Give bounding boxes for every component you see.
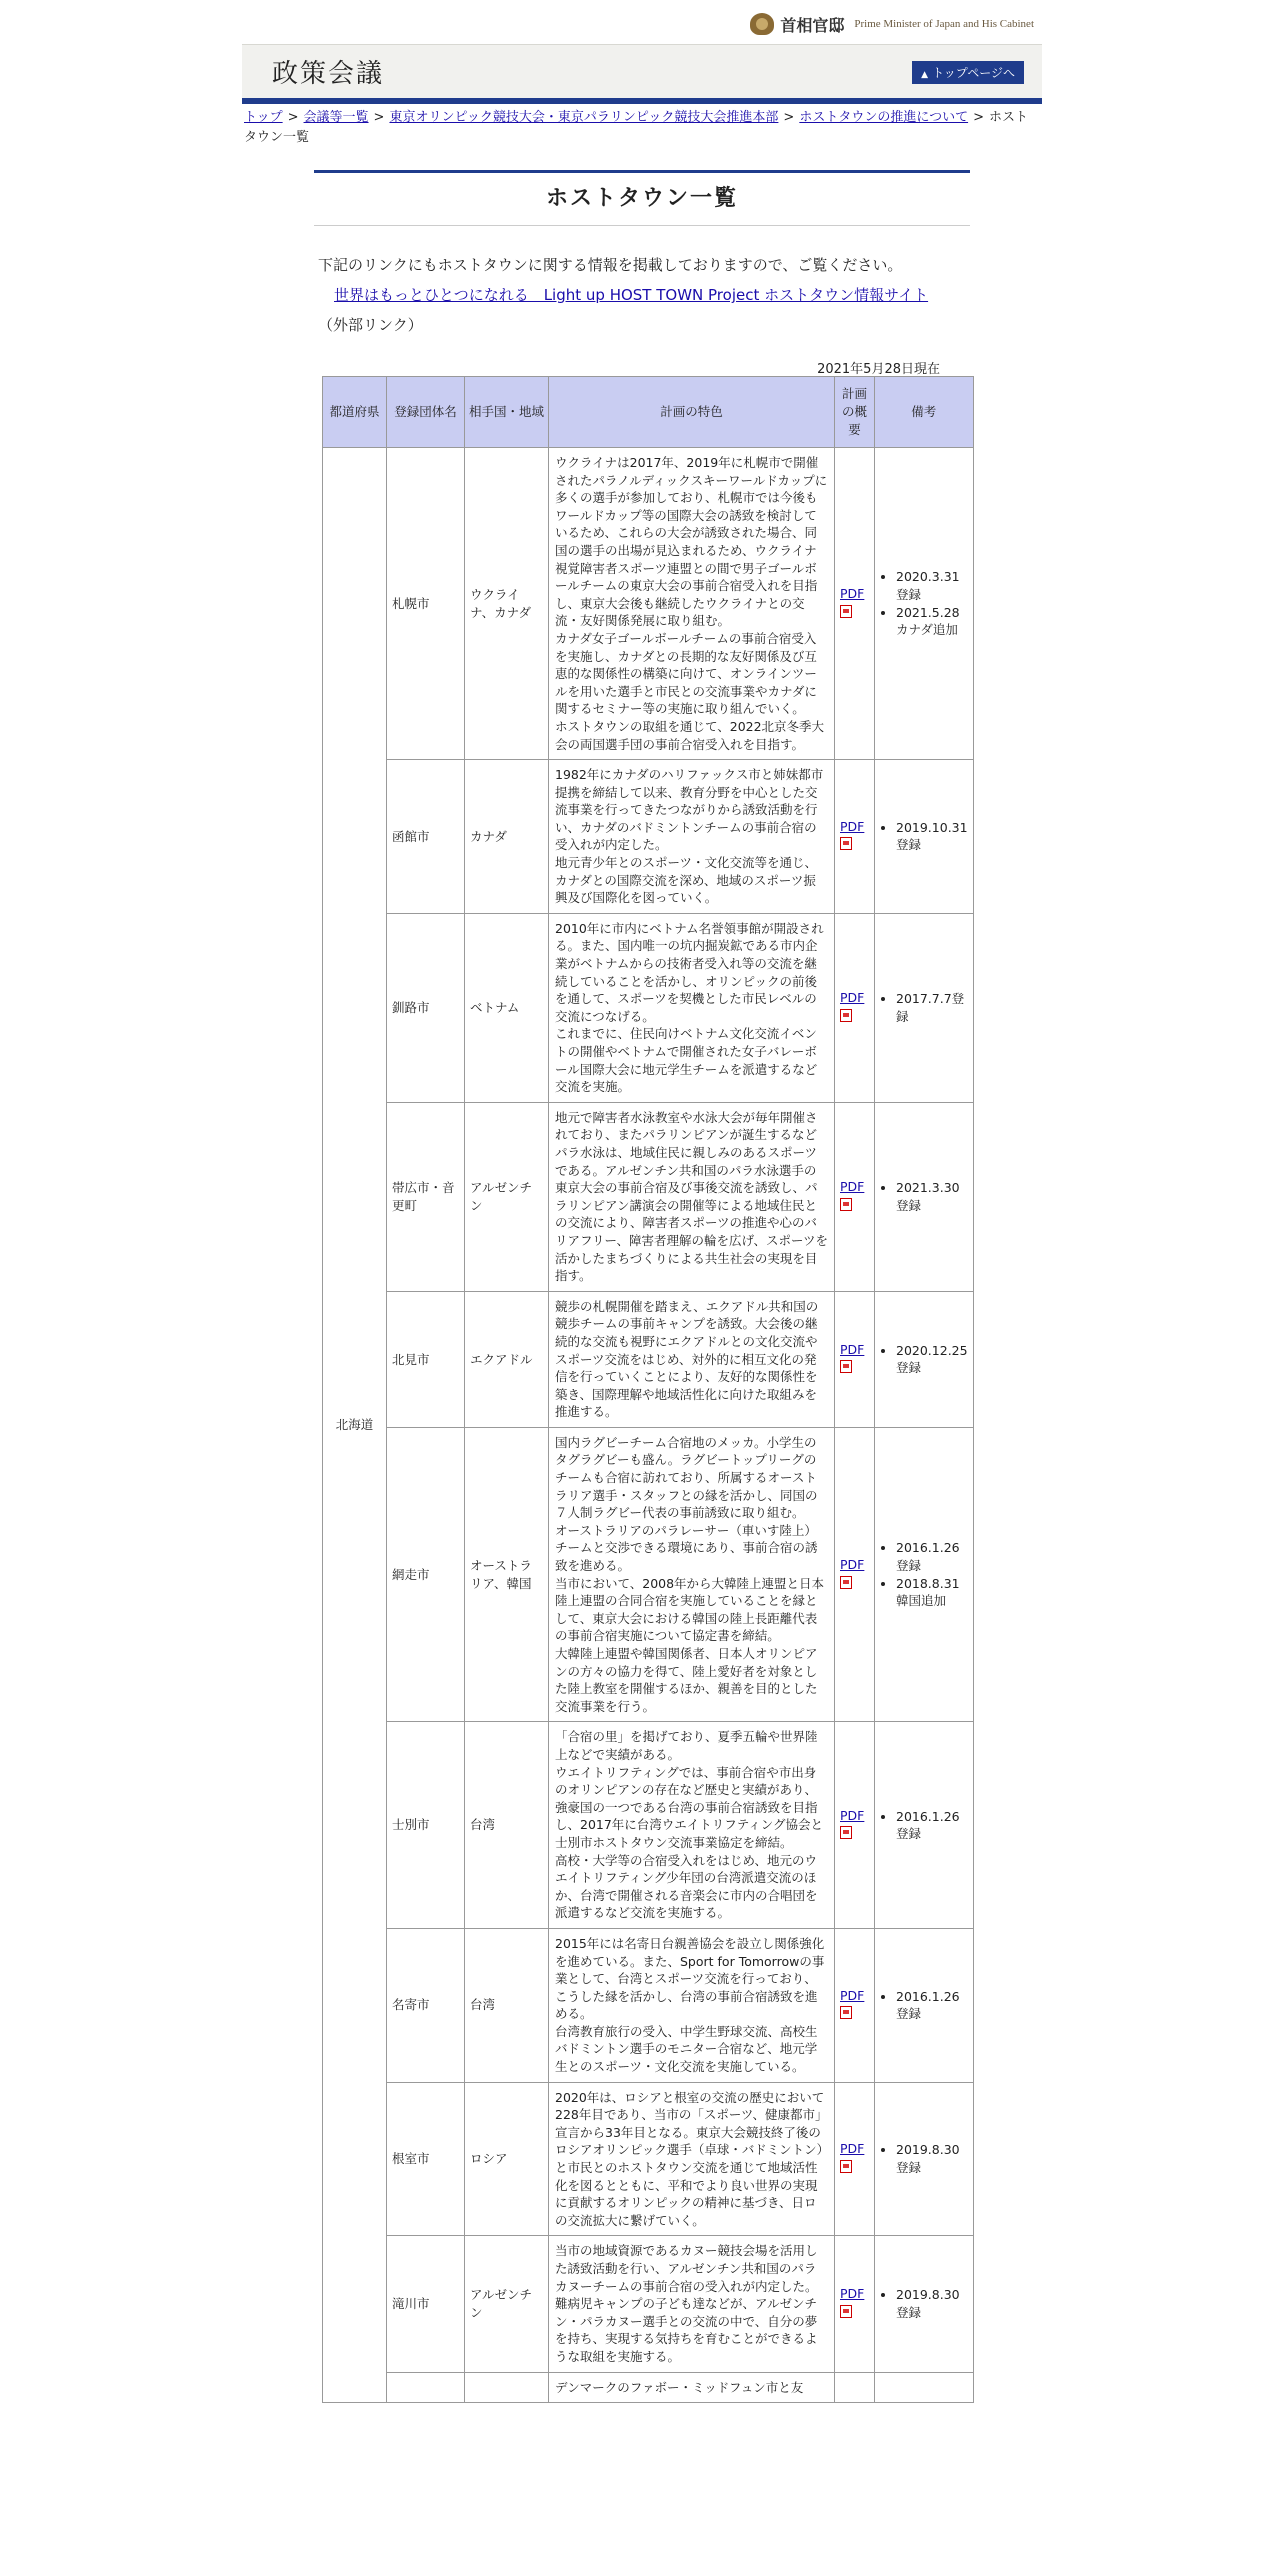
note-item: • 2019.10.31登録	[896, 819, 968, 854]
note-item: • 2020.3.31登録	[896, 568, 968, 603]
header-prefecture: 都道府県	[323, 377, 387, 448]
note-item: • 2016.1.26登録	[896, 1988, 968, 2023]
features-cell	[549, 448, 835, 760]
pdf-icon	[840, 1826, 852, 1839]
partner-cell: アルゼンチン	[465, 2236, 549, 2372]
features-text: 2015年には名寄日台親善協会を設立し関係強化を進めている。また、Sport for Tomorrowの事業として、台湾とスポーツ交流を行っており、こうした縁を活かし、台湾の事前合宿誘致を進める。 台湾教育旅行の受入、中学生野球交流、高校生バドミントン選手のモニター合宿など、地元学生とのスポーツ・文化交流を実施している。	[555, 1935, 825, 2075]
organization-cell: 函館市	[387, 760, 465, 914]
notes-cell	[875, 1102, 974, 1291]
top-band	[242, 0, 1042, 44]
features-cell	[549, 1722, 835, 1929]
breadcrumb-link[interactable]: 東京オリンピック競技大会・東京パラリンピック競技大会推進本部	[389, 110, 779, 125]
table-row	[323, 2236, 974, 2372]
table-row	[323, 1291, 974, 1427]
partner-cell: 台湾	[465, 1722, 549, 1929]
features-text: デンマークのファボー・ミッドフュン市と友	[555, 2379, 804, 2395]
pdf-link[interactable]: PDF	[840, 585, 865, 601]
organization-cell: 網走市	[387, 1427, 465, 1722]
notes-list	[880, 819, 968, 854]
pdf-link[interactable]: PDF	[840, 1987, 865, 2003]
notes-cell	[875, 2372, 974, 2403]
organization-cell: 帯広市・音更町	[387, 1102, 465, 1291]
header-outline: 計画の概要	[835, 377, 875, 448]
notes-list	[880, 2286, 968, 2321]
partner-cell: カナダ	[465, 760, 549, 914]
notes-cell	[875, 1722, 974, 1929]
breadcrumb	[244, 108, 1040, 148]
note-item: • 2019.8.30登録	[896, 2286, 968, 2321]
note-item: • 2016.1.26登録	[896, 1808, 968, 1843]
note-item: • 2016.1.26登録	[896, 1539, 968, 1574]
table-header-row	[323, 377, 974, 448]
breadcrumb-separator: >	[783, 110, 795, 125]
page-title: ホストタウン一覧	[545, 186, 738, 211]
breadcrumb-link[interactable]: 会議等一覧	[303, 110, 369, 125]
outline-cell	[835, 1722, 875, 1929]
note-item: • 2019.8.30登録	[896, 2141, 968, 2176]
pdf-icon	[840, 2006, 852, 2019]
organization-cell	[387, 2372, 465, 2403]
header-notes: 備考	[875, 377, 974, 448]
breadcrumb-link[interactable]: ホストタウンの推進について	[799, 110, 969, 125]
partner-cell: ロシア	[465, 2082, 549, 2236]
table-row	[323, 1722, 974, 1929]
pdf-link[interactable]: PDF	[840, 2286, 865, 2302]
notes-cell	[875, 1928, 974, 2082]
notes-cell	[875, 1427, 974, 1722]
features-text: 当市の地域資源であるカヌー競技会場を活用した誘致活動を行い、アルゼンチン共和国のパラカヌーチームの事前合宿の受入れが内定した。 難病児キャンプの子ども達などが、アルゼンチン・パラカヌー選手との交流の中で、自分の夢を持ち、実現する気持ちを育むことができるような取組を実施する。	[555, 2243, 818, 2364]
note-item: • 2018.8.31韓国追加	[896, 1575, 968, 1610]
logo-japanese: 首相官邸	[780, 15, 845, 35]
pdf-link[interactable]: PDF	[840, 1341, 865, 1357]
organization-cell: 士別市	[387, 1722, 465, 1929]
partner-cell: オーストラリア、韓国	[465, 1427, 549, 1722]
logo-english: Prime Minister of Japan and His Cabinet	[854, 18, 1034, 30]
header-features: 計画の特色	[549, 377, 835, 448]
notes-cell	[875, 1291, 974, 1427]
organization-cell: 根室市	[387, 2082, 465, 2236]
notes-cell	[875, 2082, 974, 2236]
pdf-link[interactable]: PDF	[840, 818, 865, 834]
note-item: • 2021.3.30登録	[896, 1179, 968, 1214]
notes-cell	[875, 913, 974, 1102]
features-cell	[549, 2236, 835, 2372]
features-text: 競歩の札幌開催を踏まえ、エクアドル共和国の競歩チームの事前キャンプを誘致。大会後の継続的な交流も視野にエクアドルとの文化交流やスポーツ交流をはじめ、対外的に相互文化の発信を行っていくことにより、友好的な関係性を築き、国際理解や地域活性化に向けた取組みを推進する。	[555, 1298, 819, 1420]
features-text: ウクライナは2017年、2019年に札幌市で開催されたパラノルディックスキーワールドカップに多くの選手が参加しており、札幌市では今後もワールドカップ等の国際大会の誘致を検討しているため、これらの大会が誘致された場合、同国の選手の出場が見込まれるため、ウクライナ視覚障害者スポーツ連盟との間で男子ゴールボールチームの東京大会の事前合宿受入れを目指し、東京大会後も継続したウクライナとの交流・友好関係発展に取り組む。 カナダ女子ゴールボールチームの事前合宿受入を実施し、カナダとの長期的な友好関係及び互恵的な関係性の構築に向けて、オンラインツールを用いた選手と市民との交流事業やカナダに関するセミナー等の実施に取り組んでいく。 ホストタウンの取組を通じて、2022北京冬季大会の両国選手団の事前合宿受入れを目指す。	[555, 455, 828, 752]
organization-cell: 釧路市	[387, 913, 465, 1102]
notes-cell	[875, 448, 974, 760]
outline-cell	[835, 1928, 875, 2082]
breadcrumb-link[interactable]: トップ	[244, 110, 283, 125]
features-cell	[549, 2372, 835, 2403]
organization-cell: 札幌市	[387, 448, 465, 760]
features-cell	[549, 913, 835, 1102]
features-cell	[549, 1427, 835, 1722]
intro-text: 下記のリンクにもホストタウンに関する情報を掲載しておりますので、ご覧ください。	[318, 256, 903, 274]
header-organization: 登録団体名	[387, 377, 465, 448]
notes-list	[880, 1342, 968, 1377]
kantei-logo[interactable]	[750, 12, 1034, 36]
as-of-date: 2021年5月28日現在	[817, 362, 940, 377]
notes-list	[880, 1988, 968, 2023]
features-cell	[549, 1102, 835, 1291]
pdf-link[interactable]: PDF	[840, 990, 865, 1006]
features-text: 2010年に市内にベトナム名誉領事館が開設される。また、国内唯一の坑内掘炭鉱である市内企業がベトナムからの技術者受入れ等の交流を継続していることを活かし、オリンピックの前後を通して、スポーツを契機とした市民レベルの交流につなげる。 これまでに、住民向けベトナム文化交流イベントの開催やベトナムで開催された女子バレーボール国際大会に地元学生チームを派遣するなど交流を実施。	[555, 920, 824, 1095]
table-row	[323, 1928, 974, 2082]
pdf-icon	[840, 1576, 852, 1589]
outline-cell	[835, 1291, 875, 1427]
title-box	[314, 170, 970, 226]
site-title: 政策会議	[272, 59, 385, 89]
outline-cell	[835, 1102, 875, 1291]
note-item: • 2017.7.7登録	[896, 990, 968, 1025]
partner-cell: アルゼンチン	[465, 1102, 549, 1291]
table-row	[323, 448, 974, 760]
notes-list	[880, 1539, 968, 1609]
features-cell	[549, 760, 835, 914]
features-cell	[549, 1928, 835, 2082]
notes-cell	[875, 2236, 974, 2372]
notes-list	[880, 1808, 968, 1843]
outline-cell	[835, 1427, 875, 1722]
table-row	[323, 1102, 974, 1291]
host-town-site-link[interactable]: 世界はもっとひとつになれる Light up HOST TOWN Project ホストタウン情報サイト	[334, 286, 929, 304]
features-text: 国内ラグビーチーム合宿地のメッカ。小学生のタグラグビーも盛ん。ラグビートップリーグのチームも合宿に訪れており、所属するオーストラリア選手・スタッフとの縁を活かし、同国の７人制ラグビー代表の事前誘致に取り組む。 オーストラリアのパラレーサー（車いす陸上）チームと交渉できる環境にあり、事前合宿の誘致を進める。 当市において、2008年から大韓陸上連盟と日本陸上連盟の合同合宿を実施していることを縁として、東京大会における韓国の陸上長距離代表の事前合宿実施について協定書を締結。 大韓陸上連盟や韓国関係者、日本人オリンピアンの方々の協力を得て、陸上愛好者を対象とした陸上教室を開催するほか、親善を目的とした交流事業を行う。	[555, 1434, 825, 1714]
table-row	[323, 1427, 974, 1722]
outline-cell	[835, 2372, 875, 2403]
outline-cell	[835, 2082, 875, 2236]
site-header	[242, 44, 1042, 99]
note-item: • 2020.12.25登録	[896, 1342, 968, 1377]
notes-list	[880, 568, 968, 638]
outline-cell	[835, 760, 875, 914]
pdf-icon	[840, 1360, 852, 1373]
partner-cell: ウクライナ、カナダ	[465, 448, 549, 760]
partner-cell	[465, 2372, 549, 2403]
triangle-up-icon: ▲	[921, 70, 929, 80]
crest-icon	[750, 13, 774, 35]
pdf-icon	[840, 1198, 852, 1211]
partner-cell: ベトナム	[465, 913, 549, 1102]
table-row	[323, 760, 974, 914]
prefecture-cell: 北海道	[323, 448, 387, 2403]
outline-cell	[835, 2236, 875, 2372]
organization-cell: 名寄市	[387, 1928, 465, 2082]
partner-cell: エクアドル	[465, 1291, 549, 1427]
top-page-button[interactable]	[912, 61, 1024, 84]
features-text: 1982年にカナダのハリファックス市と姉妹都市提携を締結して以来、教育分野を中心とした交流事業を行ってきたつながりから誘致活動を行い、カナダのバドミントンチームの事前合宿の受入れが内定した。 地元青少年とのスポーツ・文化交流等を通じ、カナダとの国際交流を深め、地域のスポーツ振興及び国際化を図っていく。	[555, 767, 824, 906]
pdf-link[interactable]: PDF	[840, 2141, 865, 2157]
note-item: • 2021.5.28カナダ追加	[896, 604, 968, 639]
notes-cell	[875, 760, 974, 914]
breadcrumb-current: ホストタウン一覧	[244, 110, 1028, 145]
header-partner: 相手国・地域	[465, 377, 549, 448]
features-text: 2020年は、ロシアと根室の交流の歴史において228年目であり、当市の「スポーツ、健康都市」宣言から33年目となる。東京大会競技終了後のロシアオリンピック選手（卓球・バドミントン）と市民とのホストタウン交流を通じて地域活性化を図るとともに、平和でより良い世界の実現に貢献するオリンピックの精神に基づき、日ロの交流拡大に繋げていく。	[555, 2089, 828, 2228]
breadcrumb-separator: >	[973, 110, 984, 125]
notes-list	[880, 2141, 968, 2176]
pdf-link[interactable]: PDF	[840, 1179, 865, 1195]
host-town-table	[322, 376, 974, 2403]
pdf-icon	[840, 2305, 852, 2318]
top-page-label: トップページへ	[932, 66, 1015, 80]
features-text: 「合宿の里」を掲げており、夏季五輪や世界陸上などで実績がある。 ウエイトリフティングでは、事前合宿や市出身のオリンピアンの存在など歴史と実績があり、強豪国の一つである台湾の事前合宿誘致を目指し、2017年に台湾ウエイトリフティング協会と士別市ホストタウン交流事業協定を締結。 高校・大学等の合宿受入れをはじめ、地元のウエイトリフティング少年団の台湾派遣交流のほか、台湾で開催される音楽会に市内の合唱団を派遣するなど交流を実施する。	[555, 1729, 824, 1921]
pdf-icon	[840, 2160, 852, 2173]
organization-cell: 滝川市	[387, 2236, 465, 2372]
features-text: 地元で障害者水泳教室や水泳大会が毎年開催されており、またパラリンピアンが誕生するなどパラ水泳は、地域住民に親しみのあるスポーツである。アルゼンチン共和国のパラ水泳選手の東京大会の事前合宿及び事後交流を誘致し、パラリンピアン講演会の開催等による地域住民との交流により、障害者スポーツの推進や心のバリアフリー、障害者理解の輪を広げ、スポーツを活かしたまちづくりによる共生社会の実現を目指す。	[555, 1109, 829, 1284]
pdf-icon	[840, 1009, 852, 1022]
header-rule	[242, 98, 1042, 104]
features-cell	[549, 1291, 835, 1427]
table-row	[323, 2372, 974, 2403]
pdf-icon	[840, 605, 852, 618]
external-link-note: （外部リンク）	[318, 316, 423, 334]
pdf-link[interactable]: PDF	[840, 1807, 865, 1823]
pdf-link[interactable]: PDF	[840, 1557, 865, 1573]
notes-list	[880, 990, 968, 1025]
outline-cell	[835, 448, 875, 760]
intro	[318, 250, 978, 340]
pdf-icon	[840, 837, 852, 850]
partner-cell: 台湾	[465, 1928, 549, 2082]
organization-cell: 北見市	[387, 1291, 465, 1427]
features-cell	[549, 2082, 835, 2236]
table-row	[323, 2082, 974, 2236]
breadcrumb-separator: >	[287, 110, 299, 125]
table-row	[323, 913, 974, 1102]
outline-cell	[835, 913, 875, 1102]
breadcrumb-separator: >	[373, 110, 385, 125]
notes-list	[880, 1179, 968, 1214]
